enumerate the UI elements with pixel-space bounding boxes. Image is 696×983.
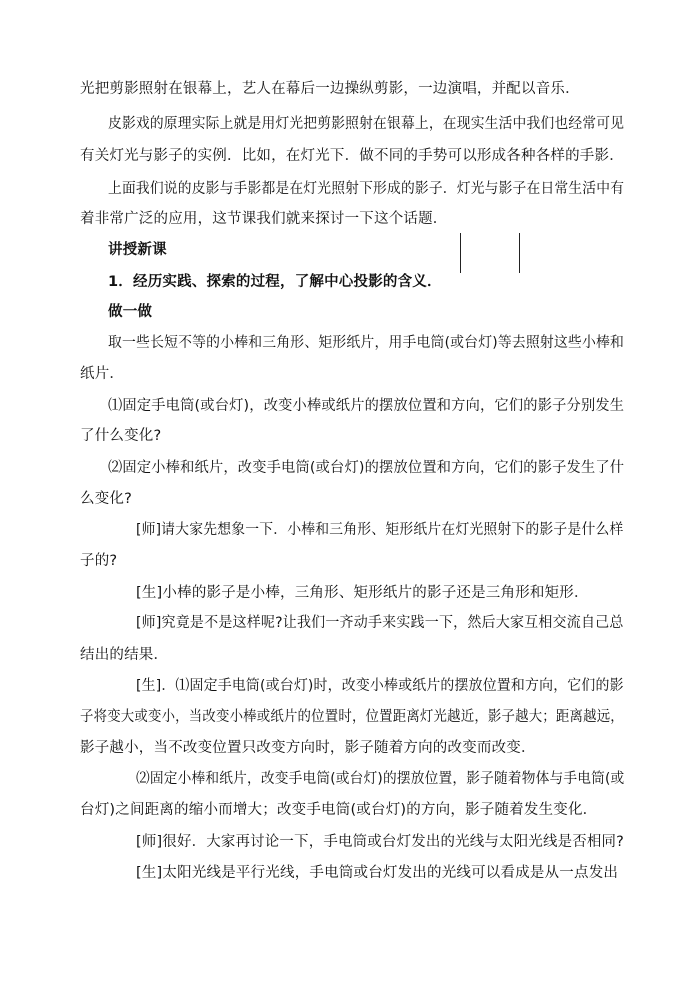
paragraph-line: 上面我们说的皮影与手影都是在灯光照射下形成的影子．灯光与影子在日常生活中有 xyxy=(108,181,625,197)
activity-heading: 做一做 xyxy=(108,304,153,320)
paragraph-line: 着非常广泛的应用，这节课我们就来探讨一下这个话题． xyxy=(80,211,448,227)
dialogue-line: 子的? xyxy=(80,553,118,569)
paragraph-line: ⑵固定小棒和纸片，改变手电筒(或台灯)的摆放位置和方向，它们的影子发生了什 xyxy=(108,460,625,476)
dialogue-line: 影子越小，当不改变位置只改变方向时，影子随着方向的改变而改变． xyxy=(80,740,536,756)
paragraph-line: ⑴固定手电筒(或台灯)，改变小棒或纸片的摆放位置和方向，它们的影子分别发生 xyxy=(108,398,625,414)
dialogue-line: [生]．⑴固定手电筒(或台灯)时，改变小棒或纸片的摆放位置和方向，它们的影 xyxy=(136,678,624,694)
dialogue-line: [师]究竟是不是这样呢?让我们一齐动手来实践一下，然后大家互相交流自己总 xyxy=(136,615,624,631)
paragraph-line: 纸片． xyxy=(80,366,125,382)
subsection-heading: 1．经历实践、探索的过程，了解中心投影的含义． xyxy=(108,274,442,290)
paragraph-line: 了什么变化? xyxy=(80,428,162,444)
vertical-rule-left xyxy=(460,233,461,273)
paragraph-line: 光把剪影照射在银幕上，艺人在幕后一边操纵剪影，一边演唱，并配以音乐． xyxy=(80,81,580,97)
dialogue-line: 台灯)之间距离的缩小而增大；改变手电筒(或台灯)的方向，影子随着发生变化． xyxy=(80,802,598,818)
vertical-rule-right xyxy=(519,233,520,273)
paragraph-line: 皮影戏的原理实际上就是用灯光把剪影照射在银幕上，在现实生活中我们也经常可见 xyxy=(108,116,625,132)
paragraph-line: 有关灯光与影子的实例．比如，在灯光下．做不同的手势可以形成各种各样的手影． xyxy=(80,148,624,164)
paragraph-line: 么变化? xyxy=(80,491,132,507)
section-heading: 讲授新课 xyxy=(108,242,167,258)
dialogue-line: [生]太阳光线是平行光线，手电筒或台灯发出的光线可以看成是从一点发出 xyxy=(136,865,619,881)
dialogue-line: 子将变大或变小，当改变小棒或纸片的位置时，位置距离灯光越近，影子越大；距离越远， xyxy=(80,709,624,725)
dialogue-line: [生]小棒的影子是小棒，三角形、矩形纸片的影子还是三角形和矩形． xyxy=(136,585,589,601)
dialogue-line: [师]请大家先想象一下．小棒和三角形、矩形纸片在灯光照射下的影子是什么样 xyxy=(136,522,624,538)
dialogue-line: ⑵固定小棒和纸片，改变手电筒(或台灯)的摆放位置，影子随着物体与手电筒(或 xyxy=(136,771,625,787)
paragraph-line: 取一些长短不等的小棒和三角形、矩形纸片，用手电筒(或台灯)等去照射这些小棒和 xyxy=(108,335,625,351)
dialogue-line: [师]很好．大家再讨论一下，手电筒或台灯发出的光线与太阳光线是否相同? xyxy=(136,834,625,850)
dialogue-line: 结出的结果． xyxy=(80,647,169,663)
